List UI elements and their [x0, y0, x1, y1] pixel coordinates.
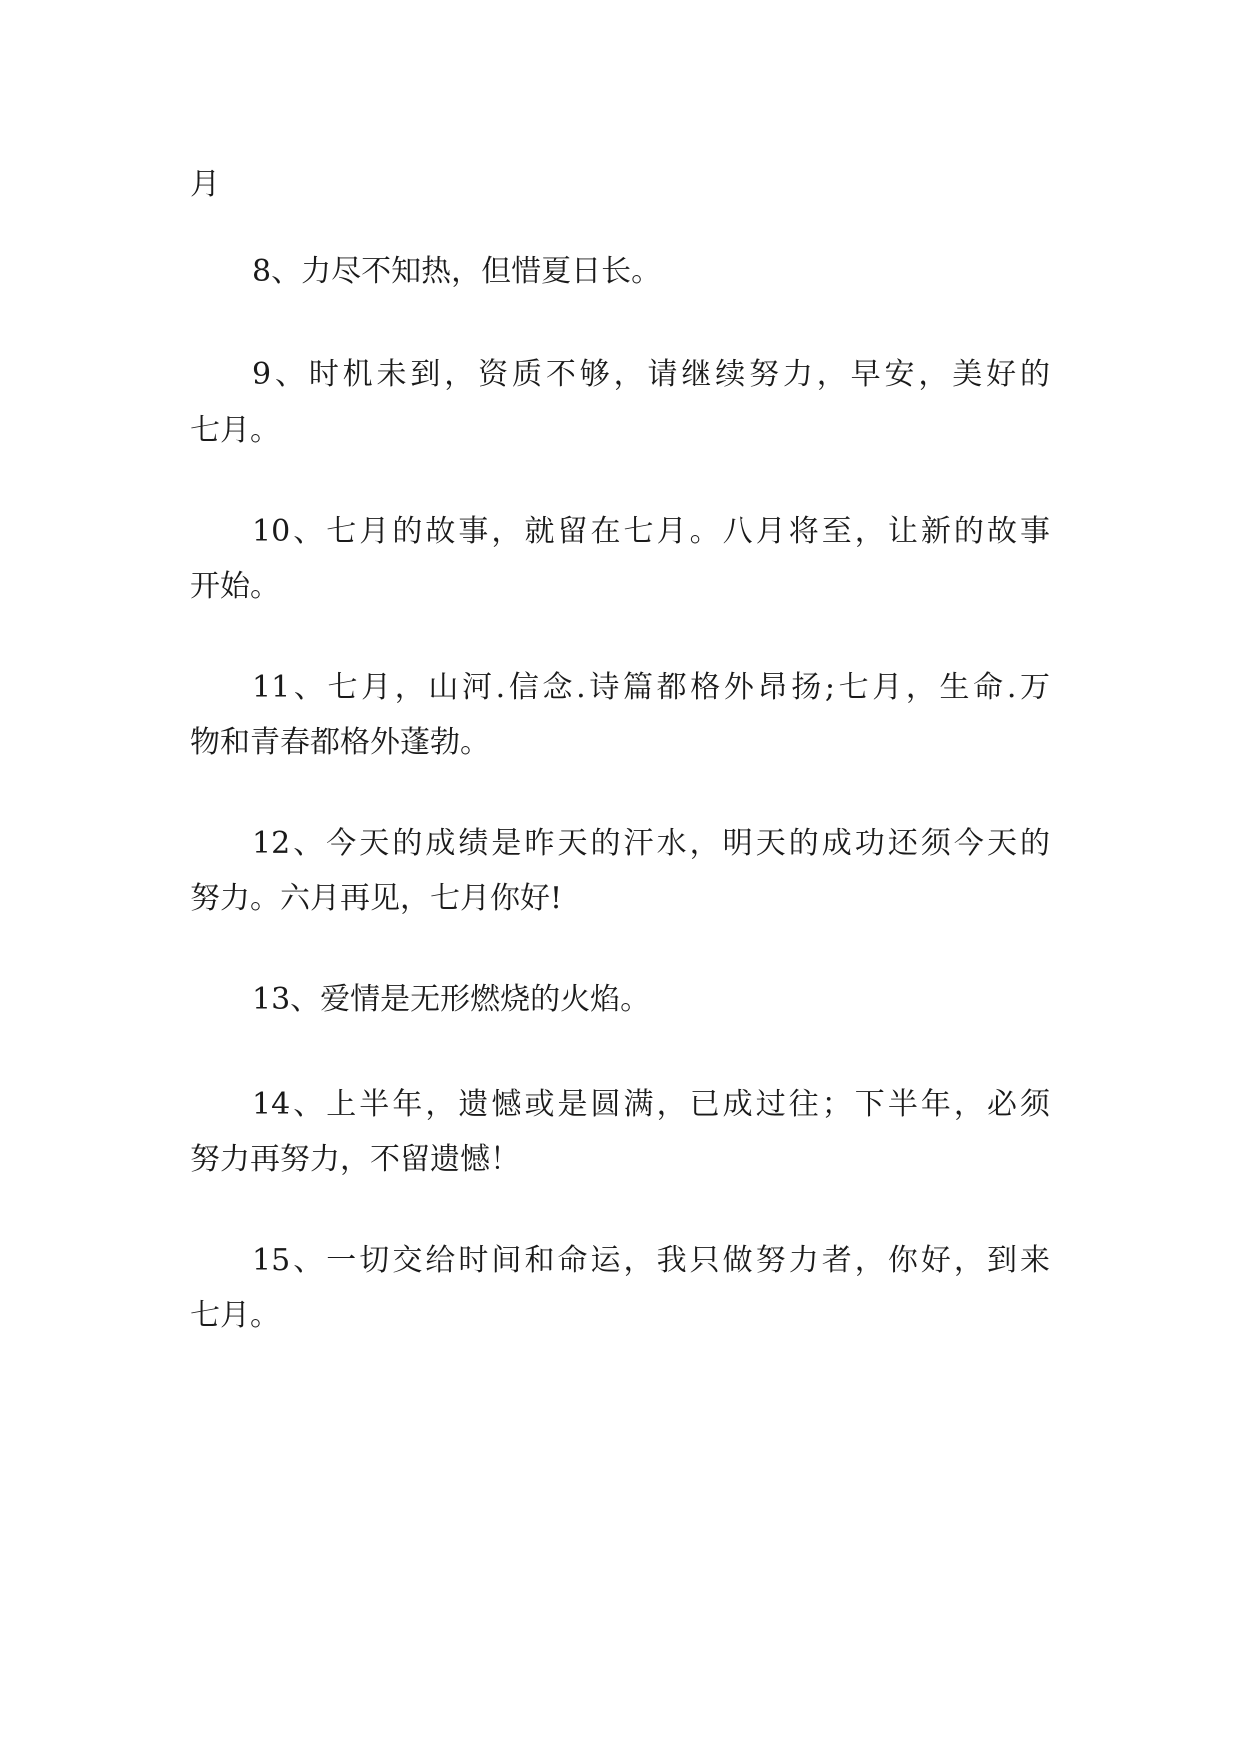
paragraph-11-line-1: 11、七月，山河.信念.诗篇都格外昂扬;七月，生命.万 — [252, 670, 1050, 705]
paragraph-12-line-2: 努力。六月再见，七月你好! — [190, 881, 563, 916]
paragraph-15-line-2: 七月。 — [190, 1298, 280, 1333]
paragraph-15-line-1: 15、一切交给时间和命运，我只做努力者，你好，到来 — [252, 1243, 1050, 1278]
paragraph-9-line-2: 七月。 — [190, 413, 280, 448]
text-line-continuation: 月 — [190, 167, 220, 202]
paragraph-14-line-2: 努力再努力，不留遗憾！ — [190, 1142, 520, 1177]
paragraph-8-line-1: 8、力尽不知热，但惜夏日长。 — [252, 254, 662, 289]
paragraph-12-line-1: 12、今天的成绩是昨天的汗水，明天的成功还须今天的 — [252, 826, 1050, 861]
paragraph-11-line-2: 物和青春都格外蓬勃。 — [190, 725, 490, 760]
paragraph-9-line-1: 9、时机未到，资质不够，请继续努力，早安，美好的 — [252, 357, 1050, 392]
paragraph-14-line-1: 14、上半年，遗憾或是圆满，已成过往；下半年，必须 — [252, 1087, 1050, 1122]
paragraph-13-line-1: 13、爱情是无形燃烧的火焰。 — [252, 982, 651, 1017]
paragraph-10-line-2: 开始。 — [190, 569, 280, 604]
paragraph-10-line-1: 10、七月的故事，就留在七月。八月将至，让新的故事 — [252, 514, 1050, 549]
